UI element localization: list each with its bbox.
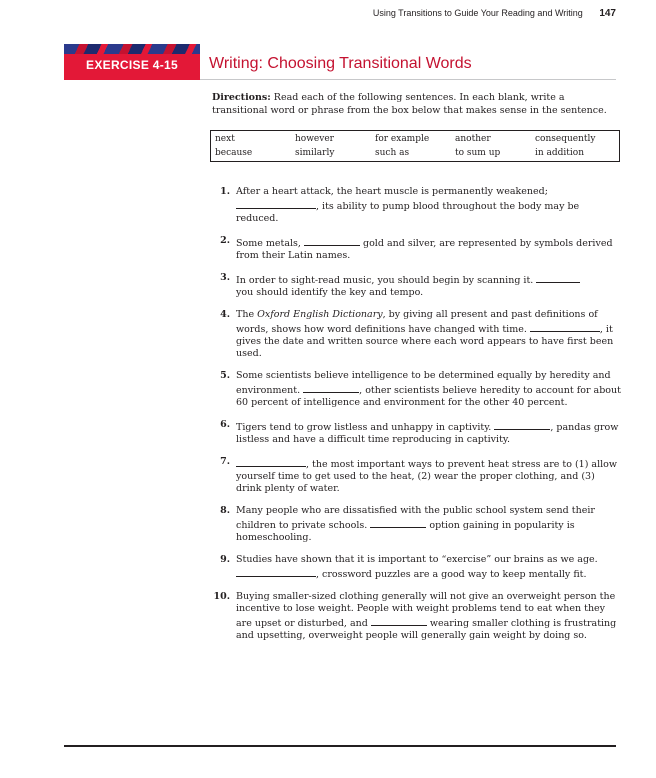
question-8 (212, 505, 622, 544)
question-1 (212, 186, 622, 225)
word-box-item: similarly (295, 148, 335, 158)
question-3 (212, 272, 622, 299)
answer-blank[interactable] (304, 235, 360, 246)
answer-blank[interactable] (530, 321, 600, 332)
word-box-item: because (215, 148, 253, 158)
answer-blank[interactable] (536, 272, 580, 283)
question-text: , pandas grow listless and have a difficult time reproducing in captivity. (236, 422, 619, 445)
word-box-item: for example (375, 134, 430, 144)
question-text: you should identify the key and tempo. (236, 287, 424, 298)
question-text: option gaining in popularity is homeschooling. (236, 520, 575, 543)
question-text: , it gives the date and written source where each word appears to have first been used. (236, 324, 614, 359)
word-box (210, 130, 620, 162)
question-number: 4. (220, 309, 230, 320)
question-number: 5. (220, 370, 230, 381)
question-text: The (236, 309, 258, 320)
question-text: wearing smaller clothing is frustrating and upsetting, overweight people will generally gain weight by doing so. (236, 618, 617, 641)
question-text: Tigers tend to grow listless and unhappy in captivity. (236, 422, 492, 433)
book-title: Oxford English Dictionary (257, 309, 383, 320)
answer-blank[interactable] (371, 615, 427, 626)
question-text: , its ability to pump blood throughout the body may be reduced. (236, 201, 580, 224)
question-text: In order to sight-read music, you should begin by scanning it. (236, 275, 534, 286)
answer-blank[interactable] (494, 419, 550, 430)
exercise-title: Writing: Choosing Transitional Words (209, 55, 472, 72)
answer-blank[interactable] (236, 198, 316, 209)
question-6 (212, 419, 622, 446)
running-header (373, 8, 616, 19)
question-text: Some metals, (236, 238, 301, 249)
directions-text: Read each of the following sentences. In each blank, write a transitional word or phrase from the box below that makes sense in the sentence. (212, 92, 607, 116)
word-box-item: consequently (535, 134, 596, 144)
question-list (212, 186, 622, 652)
word-box-item: in addition (535, 148, 585, 158)
question-text: gold and silver, are represented by symbols derived from their Latin names. (236, 238, 613, 261)
question-number: 10. (213, 591, 230, 602)
question-number: 3. (220, 272, 230, 283)
exercise-tab (64, 44, 200, 80)
question-4 (212, 309, 622, 360)
question-text: Many people who are dissatisfied with the public school system send their children to private schools. (236, 505, 595, 531)
word-box-item: next (215, 134, 235, 144)
question-9 (212, 554, 622, 581)
directions (212, 91, 622, 117)
answer-blank[interactable] (236, 456, 306, 467)
question-text: Some scientists believe intelligence to be determined equally by heredity and environment. (236, 370, 611, 396)
question-text: Studies have shown that it is important to “exercise” our brains as we age. (236, 554, 598, 565)
question-text: , other scientists believe heredity to account for about 60 percent of intelligence and environment for the other 40 percent. (236, 385, 621, 408)
question-text: , crossword puzzles are a good way to keep mentally fit. (316, 569, 587, 580)
question-number: 9. (220, 554, 230, 565)
title-divider (200, 79, 616, 80)
question-text: , by giving all present and past definitions of words, shows how word definitions have changed with time. (236, 309, 598, 335)
decorative-stripe (64, 44, 200, 54)
answer-blank[interactable] (303, 382, 359, 393)
question-number: 1. (220, 186, 230, 197)
exercise-label: EXERCISE 4-15 (86, 58, 178, 72)
question-5 (212, 370, 622, 409)
answer-blank[interactable] (370, 517, 426, 528)
running-title: Using Transitions to Guide Your Reading and Writing (372, 8, 583, 18)
directions-lead: Directions: (212, 92, 271, 103)
word-box-item: to sum up (455, 148, 501, 158)
question-text: , the most important ways to prevent heat stress are to (1) allow yourself time to get used to the heat, (2) wear the proper clothing, and (3) drink plenty of water. (236, 459, 618, 494)
bottom-rule (64, 745, 616, 747)
word-box-item: another (455, 134, 491, 144)
question-number: 6. (220, 419, 230, 430)
question-number: 2. (220, 235, 230, 246)
word-box-item: such as (375, 148, 410, 158)
question-10 (212, 591, 622, 642)
question-number: 8. (220, 505, 230, 516)
answer-blank[interactable] (236, 566, 316, 577)
question-number: 7. (220, 456, 230, 467)
page-number: 147 (599, 8, 616, 19)
word-box-item: however (295, 134, 334, 144)
question-text: Buying smaller-sized clothing generally will not give an overweight person the incentive to lose weight. People with weight problems tend to eat when they are upset or disturbed, and (236, 591, 616, 629)
question-7 (212, 456, 622, 495)
question-2 (212, 235, 622, 262)
question-text: After a heart attack, the heart muscle is permanently weakened; (236, 186, 548, 197)
